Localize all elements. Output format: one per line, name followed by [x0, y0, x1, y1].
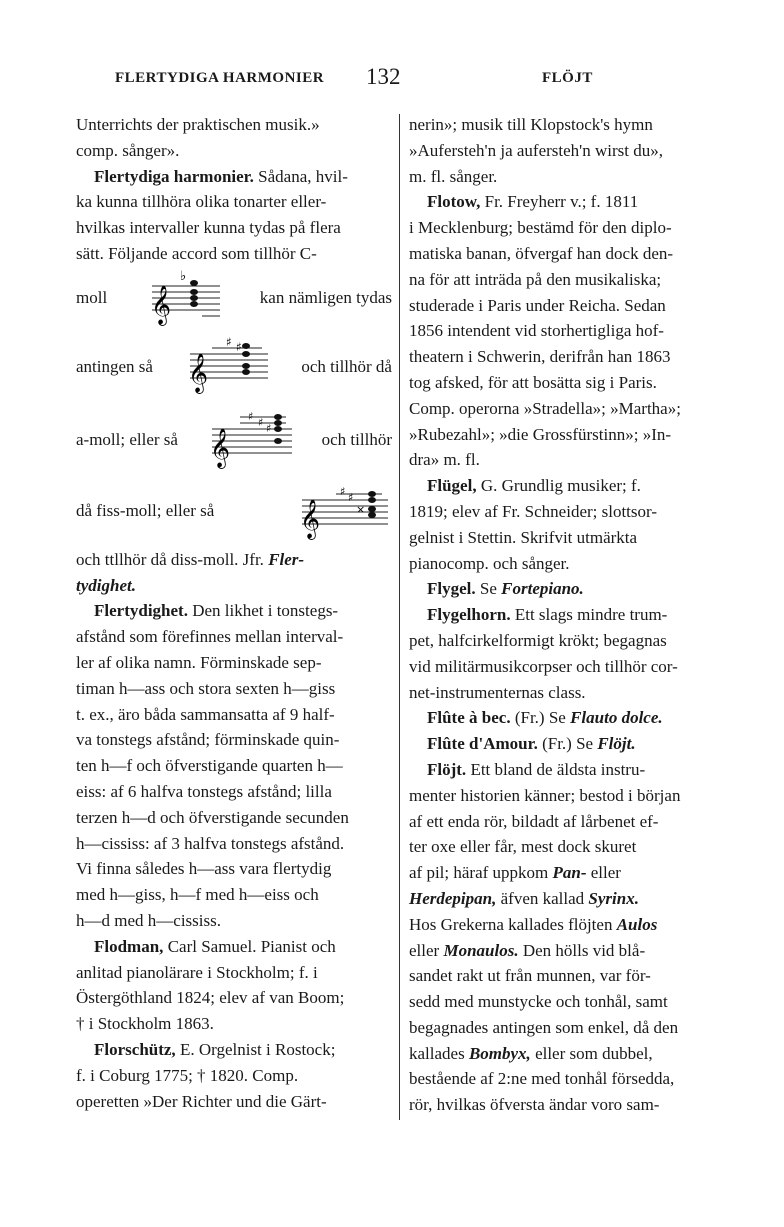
text-line: theatern i Schwerin, derifrån han 1863: [409, 347, 671, 367]
cross-reference: Flauto dolce.: [570, 708, 663, 728]
text-line: h—d med h—cississ.: [76, 910, 221, 930]
headword: Flügel,: [427, 476, 477, 496]
text-line: m. fl. sånger.: [409, 166, 498, 186]
entry-florschutz: Florschütz, E. Orgelnist i Rostock;: [94, 1039, 336, 1059]
text-line: gelnist i Stettin. Skrifvit utmärkta: [409, 527, 638, 547]
text-line: eller Monaulos. Den hölls vid blå-: [409, 940, 646, 960]
text-line: f. i Coburg 1775; † 1820. Comp.: [76, 1065, 299, 1085]
text-line: ter oxe eller får, mest dock skuret: [409, 837, 637, 857]
svg-text:♯: ♯: [257, 415, 264, 429]
headword: Flertydiga harmonier.: [94, 166, 254, 186]
text-line: nerin»; musik till Klopstock's hymn: [409, 115, 653, 134]
svg-text:♯: ♯: [226, 335, 232, 349]
treble-staff-chord-icon: [182, 336, 272, 398]
text-line: Hos Grekerna kallades flöjten Aulos: [409, 914, 658, 934]
music-example-4: då fiss-moll; eller så 𝄞 ♯ ♯ ×: [76, 475, 392, 547]
text-line: na för att inträda på den musikaliska;: [409, 269, 662, 289]
text-line: »Aufersteh'n ja aufersteh'n wirst du»,: [409, 140, 663, 160]
headword: Flöjt.: [427, 759, 467, 779]
text-line: sätt. Följande accord som tillhör C-: [76, 243, 317, 263]
text-line: »Rubezahl»; »die Grossfürstinn»; »In-: [409, 424, 672, 444]
text-line: va tonstegs afstånd; förminskade quin-: [76, 730, 340, 750]
entry-flygel: Flygel. Se Fortepiano.: [427, 579, 584, 599]
headword: Flygel.: [427, 579, 476, 599]
text-line: sedd med munstycke och tonhål, samt: [409, 992, 668, 1012]
text-line: dra» m. fl.: [409, 450, 480, 470]
text-line: bestående af 2:ne med tonhål försedda,: [409, 1069, 675, 1089]
text-line: h—cississ: af 3 halfva tonstegs afstånd.: [76, 833, 345, 853]
headword: Florschütz,: [94, 1039, 176, 1059]
text-line: af pil; häraf uppkom Pan- eller: [409, 863, 621, 883]
text-line: sandet rakt ut från munnen, var för-: [409, 966, 651, 986]
text-line: med h—giss, h—f med h—eiss och: [76, 885, 319, 905]
svg-text:×: ×: [356, 502, 366, 516]
entry-flygelhorn: Flygelhorn. Ett slags mindre trum-: [427, 605, 668, 625]
text-line: och ttllhör då diss-moll. Jfr. Fler-: [76, 549, 305, 569]
entry-flodman: Flodman, Carl Samuel. Pianist och: [94, 936, 336, 956]
svg-text:♯: ♯: [236, 339, 242, 354]
header-title-left: FLERTYDIGA HARMONIER: [115, 70, 325, 86]
text-line: timan h—ass och stora sexten h—giss: [76, 678, 336, 698]
text-line: † i Stockholm 1863.: [76, 1014, 214, 1034]
svg-text:𝄞: 𝄞: [151, 284, 172, 325]
text-line: afstånd som förefinnes mellan interval-: [76, 627, 344, 647]
headword: Flygelhorn.: [427, 605, 511, 625]
text-line: pianocomp. och sånger.: [409, 553, 570, 573]
text-line: tydighet.: [76, 575, 136, 595]
cross-reference: Fortepiano.: [501, 579, 584, 599]
entry-flertydiga-harmonier: Flertydiga harmonier. Sådana, hvil-: [94, 166, 348, 186]
music-example-1: moll 𝄞 ♭ kan nämligen tydas: [76, 267, 392, 329]
text-line: net-instrumenternas class.: [409, 682, 586, 702]
treble-staff-chord-icon: [296, 480, 392, 542]
text-line: begagnades antingen som enkel, då den: [409, 1017, 679, 1037]
svg-text:♯: ♯: [348, 490, 354, 504]
text-line: studerade i Paris under Reicha. Sedan: [409, 295, 666, 315]
text-line: i Mecklenburg; bestämd för den diplo-: [409, 218, 672, 238]
text-line: Östergöthland 1824; elev af van Boom;: [76, 988, 345, 1008]
music-example-3: a-moll; eller så 𝄞 ♯ ♯ ♯ och tillhör: [76, 405, 392, 475]
text-line: pet, halfcirkelformigt krökt; begagnas: [409, 630, 667, 650]
headword: Flûte d'Amour.: [427, 734, 538, 754]
headword: Flodman,: [94, 936, 164, 956]
text-line: rör, hvilkas öfversta ändar voro sam-: [409, 1095, 660, 1115]
headword: Flûte à bec.: [427, 708, 511, 728]
svg-text:𝄞: 𝄞: [188, 352, 209, 393]
text-line: tog afsked, för att bosätta sig i Paris.: [409, 372, 657, 392]
column-divider: [399, 114, 400, 1120]
entry-flotow: Flotow, Fr. Freyherr v.; f. 1811: [427, 192, 639, 212]
svg-text:𝄞: 𝄞: [209, 427, 230, 468]
page-number: 132: [366, 64, 401, 89]
entry-flertydighet: Flertydighet. Den likhet i tonstegs-: [94, 601, 339, 621]
text-line: hvilkas intervaller kunna tydas på flera: [76, 218, 341, 238]
svg-text:♯: ♯: [247, 409, 254, 423]
text-line: operetten »Der Richter und die Gärt-: [76, 1091, 327, 1111]
text-line: Vi finna således h—ass vara flertydig: [76, 859, 332, 879]
text-line: Comp. operorna »Stradella»; »Martha»;: [409, 398, 681, 418]
treble-staff-chord-icon: [204, 409, 296, 471]
text-line: eiss: af 6 halfva tonstegs afstånd; lilla: [76, 781, 332, 801]
text-line: vid militärmusikcorpser och tillhör cor-: [409, 656, 678, 676]
text-line: t. ex., äro båda sammansatta af 9 half-: [76, 704, 335, 724]
text-line: 1819; elev af Fr. Schneider; slottsor-: [409, 501, 658, 521]
text-line: Unterrichts der praktischen musik.»: [76, 115, 320, 134]
header-title-right: FLÖJT: [542, 70, 593, 86]
text-line: ten h—f och öfverstigande quarten h—: [76, 756, 343, 776]
running-header: [0, 66, 784, 92]
text-line: ler af olika namn. Förminskade sep-: [76, 652, 322, 672]
svg-text:𝄞: 𝄞: [300, 498, 321, 539]
text-line: kallades Bombyx, eller som dubbel,: [409, 1043, 653, 1063]
text-line: ka kunna tillhöra olika tonarter eller-: [76, 192, 327, 212]
text-line: Herdepipan, äfven kallad Syrinx.: [409, 888, 639, 908]
entry-flute-damour: Flûte d'Amour. (Fr.) Se Flöjt.: [427, 734, 636, 754]
headword: Flotow,: [427, 192, 481, 212]
right-column: [409, 112, 725, 1118]
text-line: matiska banan, öfvergaf han dock den-: [409, 243, 674, 263]
text-line: comp. sånger».: [76, 140, 180, 160]
svg-text:♯: ♯: [265, 421, 272, 435]
svg-text:♭: ♭: [180, 268, 187, 284]
text-line: menter historien känner; bestod i början: [409, 785, 681, 805]
svg-text:♯: ♯: [340, 484, 346, 498]
text-line: 1856 intendent vid storhertigliga hof-: [409, 321, 664, 341]
left-column: [76, 112, 392, 1114]
treble-staff-chord-icon: [142, 268, 224, 328]
entry-flugel: Flügel, G. Grundlig musiker; f.: [427, 476, 641, 496]
music-example-2: antingen så 𝄞 ♯ ♯ och tillhör då: [76, 329, 392, 405]
text-line: terzen h—d och öfverstigande secunden: [76, 807, 349, 827]
text-line: anlitad pianolärare i Stockholm; f. i: [76, 962, 318, 982]
headword: Flertydighet.: [94, 601, 188, 621]
cross-reference: Flöjt.: [597, 734, 636, 754]
entry-flojt: Flöjt. Ett bland de äldsta instru-: [427, 759, 646, 779]
entry-flute-a-bec: Flûte à bec. (Fr.) Se Flauto dolce.: [427, 708, 663, 728]
text-line: af ett enda rör, bildadt af lårbenet ef-: [409, 811, 659, 831]
